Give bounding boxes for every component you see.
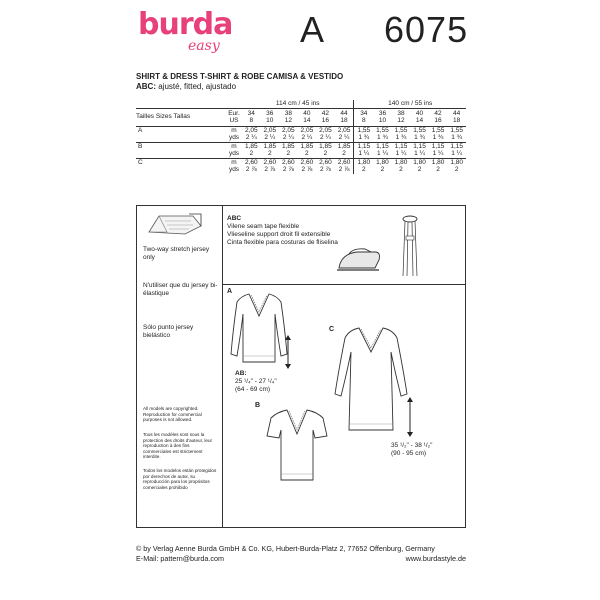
yardage-cell: 2 ⅞ (338, 166, 350, 173)
yardage-row (136, 166, 466, 174)
legal-fr: Tous les modèles sont sous la protection des droits d'auteur, leur reproduction à des fins commerciales est strictement interdite. (143, 432, 213, 460)
yardage-cell: 1 ¾ (432, 134, 444, 141)
length-arrow-c (405, 396, 415, 438)
length-arrow-a (283, 334, 293, 370)
yardage-row (136, 158, 466, 166)
view-cell (136, 150, 208, 158)
yardage-cell: 1,85 (261, 142, 280, 150)
yardage-cell: 1,55 (392, 126, 411, 134)
width-group-1: 114 cm / 45 ins (275, 100, 320, 107)
iron-icon (335, 246, 383, 274)
yardage-cell: 2 (436, 166, 440, 173)
yardage-cell: 1,85 (298, 142, 317, 150)
yardage-cell: 2,05 (279, 126, 298, 134)
seam-tape-icon (399, 214, 421, 280)
yardage-cell: 1 ¼ (377, 150, 388, 157)
pattern-titles (136, 72, 466, 92)
yardage-cell: 2 ¼ (319, 134, 331, 141)
yardage-cell: 2 (286, 150, 291, 157)
yardage-cell: 1,85 (316, 142, 335, 150)
website-link[interactable]: www.burdastyle.de (405, 554, 466, 563)
sizes-label: Tailles Sizes Tallas (136, 108, 208, 126)
stretch-fabric-icon (145, 212, 203, 238)
size-header-row (136, 108, 466, 126)
yardage-row (136, 142, 466, 150)
view-cell: A (136, 126, 208, 134)
yardage-cell: 1,85 (242, 142, 261, 150)
yardage-cell: 2 (417, 166, 422, 173)
yardage-body (136, 126, 466, 174)
size-cell: 44 18 (335, 108, 354, 126)
yardage-cell: 1,15 (447, 142, 466, 150)
yardage-cell: 2,05 (261, 126, 280, 134)
yardage-cell: 1 ¾ (377, 134, 388, 141)
yardage-cell: 2 ⅞ (264, 166, 276, 173)
yardage-cell: 1 ¾ (395, 134, 407, 141)
size-cell: 34 8 (242, 108, 261, 126)
ab-length (235, 370, 277, 394)
c-length (391, 442, 432, 458)
size-cell: 44 18 (447, 108, 466, 126)
yardage-cell: 1,55 (410, 126, 429, 134)
unit-cell: yds (228, 150, 240, 157)
size-cell: 42 16 (429, 108, 448, 126)
fabric-column (137, 206, 223, 527)
yardage-cell: 2 ¼ (264, 134, 276, 141)
notions-text (227, 215, 338, 247)
yardage-cell: 2,60 (261, 158, 280, 166)
yardage-cell: 2 (267, 150, 272, 157)
yardage-cell: 2,60 (298, 158, 317, 166)
yardage-cell: 1 ¼ (451, 150, 463, 157)
yardage-row (136, 150, 466, 158)
yardage-cell: 2,05 (242, 126, 261, 134)
fit-label: ABC: (136, 82, 156, 91)
yardage-cell: 1 ¼ (432, 150, 444, 157)
fabric-note-en: Two-way stretch jersey only (143, 246, 210, 261)
title-line: SHIRT & DRESS T-SHIRT & ROBE CAMISA & VESTIDO (136, 72, 344, 81)
yardage-cell: 2 (249, 150, 254, 157)
yardage-cell: 2,05 (298, 126, 317, 134)
size-cell: 40 14 (298, 108, 317, 126)
email-link[interactable]: E-Mail: pattern@burda.com (136, 554, 224, 563)
fit-line (136, 82, 466, 92)
yardage-cell: 2 ¼ (282, 134, 294, 141)
copyright-line: © by Verlag Aenne Burda GmbH & Co. KG, Hubert-Burda-Platz 2, 77652 Offenburg, Germany (136, 544, 435, 553)
yardage-cell: 1,80 (373, 158, 392, 166)
ab-length-label: AB: (235, 370, 247, 377)
yardage-cell: 1 ¾ (414, 134, 425, 141)
yardage-cell: 1,80 (410, 158, 429, 166)
brand-sub: easy (188, 38, 220, 54)
contact-row (136, 554, 466, 564)
fit-text: ajusté, fitted, ajustado (156, 82, 237, 91)
legal-en: All models are copyrighted. Reproduction for commercial purposes is not allowed. (143, 406, 202, 423)
yardage-cell: 1,80 (354, 158, 373, 166)
yardage-cell: 1 ¼ (395, 150, 407, 157)
yardage-cell: 1,80 (429, 158, 448, 166)
yardage-cell: 1,55 (354, 126, 373, 134)
yardage-cell: 2 (399, 166, 403, 173)
yardage-cell: 2,05 (316, 126, 335, 134)
width-group-2: 140 cm / 55 ins (354, 100, 466, 108)
yardage-cell: 1,55 (429, 126, 448, 134)
yardage-cell: 2 ¼ (245, 134, 257, 141)
view-b-label: B (255, 402, 261, 409)
yardage-cell: 2 ⅞ (245, 166, 257, 173)
yardage-cell: 1,55 (373, 126, 392, 134)
notion-line-2: Vlieseline support droit fil extensible (227, 231, 331, 238)
view-cell (136, 166, 208, 174)
unit-cell: yds (228, 166, 240, 173)
yardage-cell: 1,15 (410, 142, 429, 150)
yardage-cell: 2,60 (335, 158, 354, 166)
yardage-cell: 1,85 (279, 142, 298, 150)
yardage-table (136, 100, 466, 174)
c-length-cm: (90 - 95 cm) (391, 450, 427, 457)
panel-divider (223, 284, 465, 285)
yardage-cell: 2 ⅞ (319, 166, 331, 173)
unit-cell: m (226, 126, 242, 134)
unit-cell: m (226, 158, 242, 166)
yardage-cell: 2 (342, 150, 346, 157)
yardage-cell: 2 (454, 166, 459, 173)
yardage-cell: 1,15 (429, 142, 448, 150)
view-letter: A (300, 9, 325, 50)
yardage-cell: 1,15 (373, 142, 392, 150)
yardage-cell: 1,15 (392, 142, 411, 150)
footer (136, 544, 466, 564)
view-cell: C (136, 158, 208, 166)
yardage-cell: 2,05 (335, 126, 354, 134)
ab-length-cm: (64 - 69 cm) (235, 386, 271, 393)
yardage-cell: 2 (305, 150, 309, 157)
size-cell: 36 10 (373, 108, 392, 126)
yardage-cell: 1 ¾ (354, 134, 373, 142)
yardage-row (136, 134, 466, 142)
pattern-number: 6075 (384, 9, 469, 50)
size-cell: 38 12 (279, 108, 298, 126)
view-cell (136, 134, 208, 142)
brand-logo (138, 7, 238, 60)
unit-cell: yds (228, 134, 240, 141)
unit-cell: m (226, 142, 242, 150)
yardage-cell: 2 ⅞ (282, 166, 294, 173)
notion-line-3: Cinta flexible para costuras de fliselina (227, 239, 338, 246)
view-c-label: C (329, 326, 335, 333)
yardage-cell: 1,80 (392, 158, 411, 166)
fabric-note-fr: N'utiliser que du jersey bi-élastique (143, 282, 218, 297)
legal-es: Todos los modelos están protegidos por derechos de autor, su reproducción para los propósitos comerciales prohibido (143, 468, 217, 490)
view-cell: B (136, 142, 208, 150)
yardage-cell: 1,15 (354, 142, 373, 150)
size-cell: 38 12 (392, 108, 411, 126)
info-panel (136, 205, 466, 528)
yardage-cell: 2 (323, 150, 328, 157)
ab-length-ins: 25 ¹/₄" - 27 ¹/₄" (235, 378, 277, 385)
notion-line-1: Vilene seam tape flexible (227, 223, 300, 230)
garment-a-drawing (229, 290, 289, 368)
yardage-cell: 1,85 (335, 142, 354, 150)
c-length-ins: 35 ¹/₂" - 38 ¹/₂" (391, 442, 433, 449)
yardage-cell: 2 ¼ (338, 134, 350, 141)
eur-us-label: Eur. US (226, 108, 242, 126)
yardage-cell: 2,60 (242, 158, 261, 166)
yardage-cell: 1 ¼ (414, 150, 425, 157)
yardage-cell: 1 ¼ (354, 150, 373, 158)
fabric-note-es: Sólo punto jersey bielástico (143, 324, 194, 339)
yardage-cell: 1 ¾ (451, 134, 463, 141)
view-a-label: A (227, 288, 233, 295)
yardage-row (136, 126, 466, 134)
yardage-cell: 2 ¼ (301, 134, 313, 141)
size-cell: 36 10 (261, 108, 280, 126)
size-cell: 42 16 (316, 108, 335, 126)
yardage-cell: 1,80 (447, 158, 466, 166)
yardage-cell: 2,60 (279, 158, 298, 166)
yardage-cell: 1,55 (447, 126, 466, 134)
notions-views: ABC (227, 215, 242, 222)
yardage-cell: 2,60 (316, 158, 335, 166)
yardage-cell: 2 (380, 166, 385, 173)
yardage-cell: 2 ⅞ (301, 166, 313, 173)
yardage-cell: 2 (354, 166, 373, 174)
size-cell: 34 8 (354, 108, 373, 126)
size-cell: 40 14 (410, 108, 429, 126)
brand-name: burda (138, 7, 233, 42)
garment-c-drawing (333, 324, 409, 436)
garment-b-drawing (265, 406, 329, 486)
